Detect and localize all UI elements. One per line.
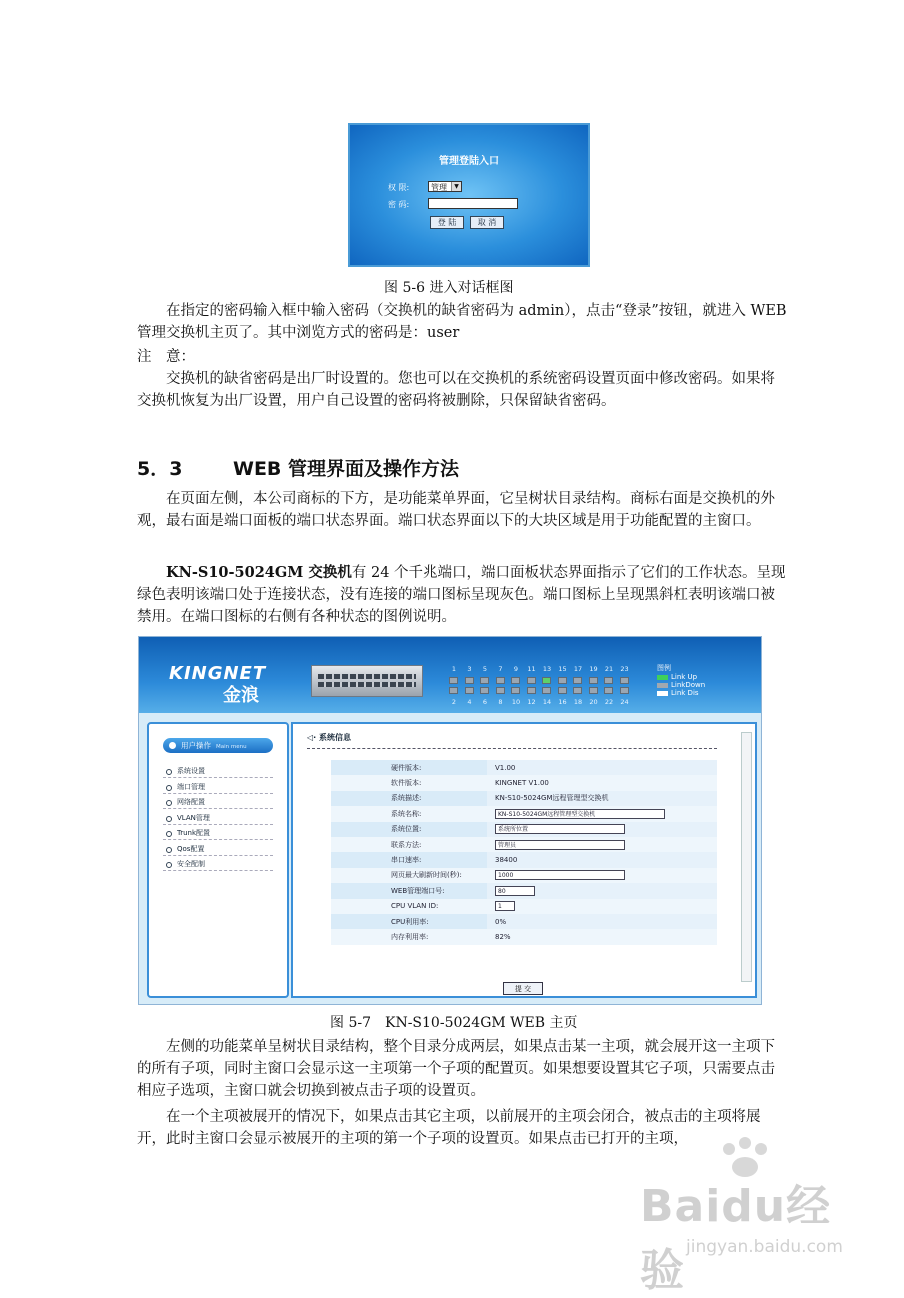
login-button[interactable]: 登 陆 — [430, 216, 464, 229]
table-row — [331, 914, 717, 929]
row-label: 联系方法: — [331, 837, 487, 852]
legend-swatch — [657, 675, 668, 680]
row-input[interactable]: 管理员 — [495, 840, 625, 850]
cancel-button[interactable]: 取 消 — [470, 216, 504, 229]
table-row — [331, 775, 717, 790]
port-number-label: 4 — [467, 698, 472, 706]
port-number-label: 2 — [451, 698, 457, 706]
section-number: 5．3 — [137, 458, 183, 480]
port-number-label: 6 — [482, 698, 488, 706]
port-number-label: 3 — [467, 665, 472, 673]
figure-5-7-caption: 图 5-7 KN-S10-5024GM WEB 主页 — [330, 1015, 578, 1031]
main-title — [307, 732, 351, 743]
port-icon[interactable] — [573, 677, 582, 684]
port-icon[interactable] — [604, 677, 613, 684]
row-value-cell — [487, 899, 717, 914]
port-icon[interactable] — [558, 677, 567, 684]
section-title: WEB 管理界面及操作方法 — [233, 458, 460, 480]
legend-item — [657, 681, 705, 689]
login-dialog-figure — [348, 123, 590, 267]
web-ui-screenshot — [138, 636, 762, 1005]
role-label: 权 限: — [388, 183, 410, 192]
row-value: 82% — [495, 932, 511, 941]
paragraph-layout-description: 在页面左侧，本公司商标的下方，是功能菜单界面，它呈树状目录结构。商标右面是交换机的外观，最右面是端口面板的端口状态界面。端口状态界面以下的大块区域是用于功能配置的主窗口。 — [137, 491, 775, 529]
row-value-cell — [487, 929, 717, 944]
role-select-value: 管理 — [431, 183, 447, 192]
port-icon[interactable] — [558, 687, 567, 694]
row-value-cell — [487, 914, 717, 929]
legend-title: 图例 — [657, 664, 671, 672]
port-icon[interactable] — [511, 677, 520, 684]
port-number-label: 24 — [620, 698, 629, 706]
note-label: 注 意： — [137, 349, 195, 365]
product-name: KN-S10-5024GM 交换机 — [166, 564, 352, 581]
speaker-icon: ◁· — [307, 733, 317, 742]
table-row — [331, 883, 717, 898]
password-input[interactable] — [428, 198, 518, 209]
row-label: 内存利用率: — [331, 929, 487, 944]
switch-image — [311, 665, 423, 697]
table-row — [331, 760, 717, 775]
port-icon[interactable] — [604, 687, 613, 694]
menu-item[interactable]: 系统设置 — [163, 764, 273, 778]
section-heading — [137, 454, 459, 481]
port-number-label: 10 — [511, 698, 521, 706]
menu-title: 用户操作 — [181, 741, 211, 750]
port-icon[interactable] — [465, 677, 474, 684]
port-legend — [657, 663, 705, 697]
port-number-label: 9 — [513, 665, 519, 673]
port-icon[interactable] — [589, 687, 598, 694]
row-label: 串口速率: — [331, 852, 487, 867]
port-icon[interactable] — [480, 677, 489, 684]
legend-label: Link Dis — [671, 689, 699, 697]
legend-item — [657, 689, 705, 697]
submit-button[interactable]: 提 交 — [503, 982, 543, 995]
row-value-cell — [487, 868, 717, 883]
port-icon[interactable] — [496, 677, 505, 684]
row-value: 38400 — [495, 856, 518, 865]
port-number-label: 21 — [604, 665, 614, 673]
port-number-label: 17 — [573, 665, 583, 673]
figure-5-6-caption: 图 5-6 进入对话框图 — [384, 280, 514, 296]
table-row — [331, 791, 717, 806]
port-panel — [449, 665, 649, 715]
port-number-label: 14 — [542, 698, 552, 706]
row-value: KINGNET V1.00 — [495, 779, 549, 788]
port-number-label: 20 — [589, 698, 598, 706]
table-row — [331, 929, 717, 944]
row-value: V1.00 — [495, 763, 516, 772]
port-icon[interactable] — [542, 677, 551, 684]
menu-dot-icon — [169, 742, 176, 749]
row-value-cell — [487, 791, 717, 806]
role-select[interactable] — [428, 181, 462, 192]
port-number-label: 16 — [558, 698, 567, 706]
main-window — [291, 722, 757, 998]
port-icon[interactable] — [511, 687, 520, 694]
menu-item[interactable]: Trunk配置 — [163, 826, 273, 840]
table-row — [331, 837, 717, 852]
kingnet-logo: KINGNET — [169, 663, 267, 684]
paragraph-default-password: 交换机的缺省密码是出厂时设置的。您也可以在交换机的系统密码设置页面中修改密码。如果将交换机恢复为出厂设置，用户自己设置的密码将被删除，只保留缺省密码。 — [137, 371, 775, 409]
menu-item[interactable]: VLAN管理 — [163, 811, 273, 825]
main-title-text: 系统信息 — [319, 733, 351, 742]
port-number-label: 23 — [620, 665, 629, 673]
port-icon[interactable] — [527, 687, 536, 694]
row-label: 网页最大刷新时间(秒): — [331, 868, 487, 883]
baidu-watermark — [630, 1135, 870, 1296]
port-icon[interactable] — [527, 677, 536, 684]
row-value: 0% — [495, 917, 507, 926]
legend-item — [657, 673, 705, 681]
menu-subtitle: Main menu — [216, 744, 247, 750]
function-menu — [147, 722, 289, 998]
menu-header[interactable] — [163, 738, 273, 753]
paragraph-login-instruction: 在指定的密码输入框中输入密码（交换机的缺省密码为 admin），点击“登录”按钮，就进入 WEB 管理交换机主页了。其中浏览方式的密码是：user — [137, 303, 787, 341]
port-number-label: 15 — [558, 665, 567, 673]
port-number-label: 8 — [498, 698, 503, 706]
port-number-label: 19 — [589, 665, 598, 673]
row-value-cell — [487, 883, 717, 898]
kingnet-logo-cn: 金浪 — [223, 685, 259, 706]
port-number-label: 7 — [498, 665, 503, 673]
web-ui-header — [139, 637, 761, 713]
row-input[interactable]: 系统所位置 — [495, 824, 625, 834]
paragraph-menu-tree: 左侧的功能菜单呈树状目录结构，整个目录分成两层，如果点击某一主项，就会展开这一主项下的所有子项，同时主窗口会显示这一主项第一个子项的配置页。如果想要设置其它子项，只需要点击相应子选项，主窗口就会切换到被点击子项的设置页。 — [137, 1039, 775, 1099]
row-value-cell — [487, 760, 717, 775]
port-icon[interactable] — [449, 677, 458, 684]
port-icon[interactable] — [620, 677, 629, 684]
row-input[interactable]: 1000 — [495, 870, 625, 880]
port-icon[interactable] — [542, 687, 551, 694]
legend-label: LinkDown — [671, 681, 706, 689]
port-number-label: 22 — [604, 698, 614, 706]
port-icon[interactable] — [496, 687, 505, 694]
port-number-label: 18 — [573, 698, 583, 706]
paragraph-port-status — [137, 562, 787, 628]
row-value-cell — [487, 775, 717, 790]
watermark-brand: Baidu经验 — [640, 1181, 832, 1296]
row-label: 系统位置: — [331, 822, 487, 837]
port-number-label: 13 — [542, 665, 552, 673]
menu-item[interactable]: 端口管理 — [163, 780, 273, 794]
scrollbar[interactable] — [741, 732, 752, 982]
row-label: CPU利用率: — [331, 914, 487, 929]
login-dialog-title: 管理登陆入口 — [439, 156, 499, 167]
table-row — [331, 806, 717, 821]
row-label: 系统描述: — [331, 791, 487, 806]
table-row — [331, 852, 717, 867]
table-row — [331, 868, 717, 883]
row-value-cell — [487, 806, 717, 821]
row-label: 硬件版本: — [331, 760, 487, 775]
table-row — [331, 822, 717, 837]
row-input[interactable]: 1 — [495, 901, 515, 911]
row-label: 系统名称: — [331, 806, 487, 821]
row-value-cell — [487, 837, 717, 852]
row-input[interactable]: 80 — [495, 886, 535, 896]
port-icon[interactable] — [449, 687, 458, 694]
row-label: WEB管理端口号: — [331, 883, 487, 898]
menu-item[interactable]: 网络配置 — [163, 795, 273, 809]
system-info-table — [331, 760, 717, 945]
chevron-down-icon: ▼ — [451, 182, 461, 191]
legend-label: Link Up — [671, 673, 698, 681]
menu-item[interactable]: Qos配置 — [163, 842, 273, 856]
watermark-url: jingyan.baidu.com — [686, 1237, 843, 1257]
port-number-label: 11 — [527, 665, 536, 673]
port-icon[interactable] — [480, 687, 489, 694]
port-number-label: 12 — [527, 698, 536, 706]
port-number-label: 1 — [451, 665, 457, 673]
paragraph-menu-expand: 在一个主项被展开的情况下，如果点击其它主项，以前展开的主项会闭合，被点击的主项将展开，此时主窗口会显示被展开的主项的第一个子项的设置页。如果点击已打开的主项， — [137, 1109, 761, 1147]
port-icon[interactable] — [589, 677, 598, 684]
row-value-cell — [487, 822, 717, 837]
table-row — [331, 899, 717, 914]
paragraph-port-status-text: 有 24 个千兆端口，端口面板状态界面指示了它们的工作状态。呈现绿色表明该端口处于连接状态，没有连接的端口图标呈现灰色。端口图标上呈现黑斜杠表明该端口被禁用。在端口图标的右侧有各种状态的图例说明。 — [137, 565, 786, 625]
port-icon[interactable] — [620, 687, 629, 694]
password-label: 密 码: — [388, 200, 410, 209]
menu-item[interactable]: 安全配制 — [163, 857, 273, 871]
row-label: CPU VLAN ID: — [331, 899, 487, 914]
row-input[interactable]: KN-S10-5024GM远程管理型交换机 — [495, 809, 665, 819]
row-label: 软件版本: — [331, 775, 487, 790]
port-icon[interactable] — [465, 687, 474, 694]
port-icon[interactable] — [573, 687, 582, 694]
row-value-cell — [487, 852, 717, 867]
legend-swatch — [657, 683, 668, 688]
port-number-label: 5 — [482, 665, 488, 673]
row-value: KN-S10-5024GM远程管理型交换机 — [495, 794, 609, 803]
legend-swatch — [657, 691, 668, 696]
